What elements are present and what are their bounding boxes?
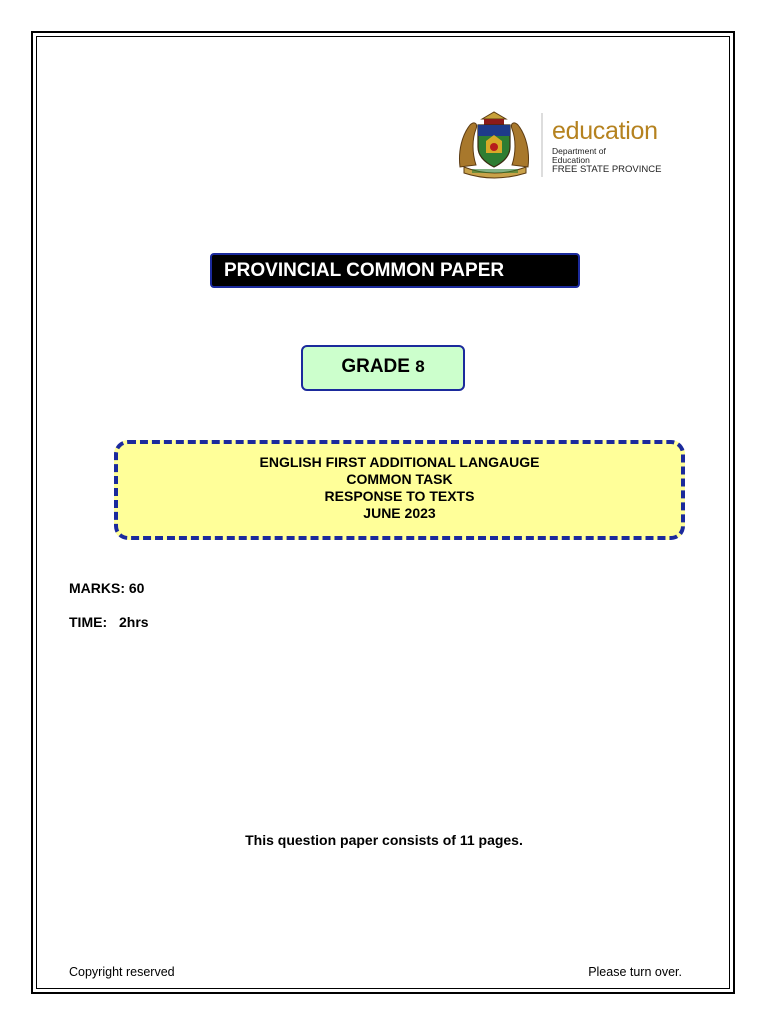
coat-of-arms-icon [454, 109, 546, 179]
footer-turn-over: Please turn over. [588, 965, 682, 979]
subject-line-3: RESPONSE TO TEXTS [324, 488, 475, 504]
subject-line-2: COMMON TASK [346, 471, 453, 487]
department-logo [454, 109, 664, 179]
logo-line-3: FREE STATE PROVINCE [552, 164, 662, 175]
subject-line-1: ENGLISH FIRST ADDITIONAL LANGAUGE [259, 454, 540, 470]
marks-value: 60 [128, 580, 145, 596]
grade-number: 8 [415, 357, 425, 376]
time-label: TIME: [69, 614, 108, 630]
time-value: 2hrs [119, 614, 149, 630]
logo-line-2: Education [552, 155, 590, 165]
logo-line-1: Department of [552, 146, 606, 156]
marks-label: MARKS: [69, 580, 125, 596]
grade-box [301, 345, 465, 391]
pages-note: This question paper consists of 11 pages. [245, 832, 523, 848]
subject-line-4: JUNE 2023 [363, 505, 436, 521]
paper-title: PROVINCIAL COMMON PAPER [210, 253, 580, 288]
marks [69, 580, 144, 596]
logo-department-text [552, 147, 661, 174]
time [69, 614, 149, 630]
logo-education-text: education [552, 117, 658, 145]
footer-copyright: Copyright reserved [69, 965, 175, 979]
subject-box [114, 440, 685, 540]
grade-label: GRADE [341, 356, 410, 377]
